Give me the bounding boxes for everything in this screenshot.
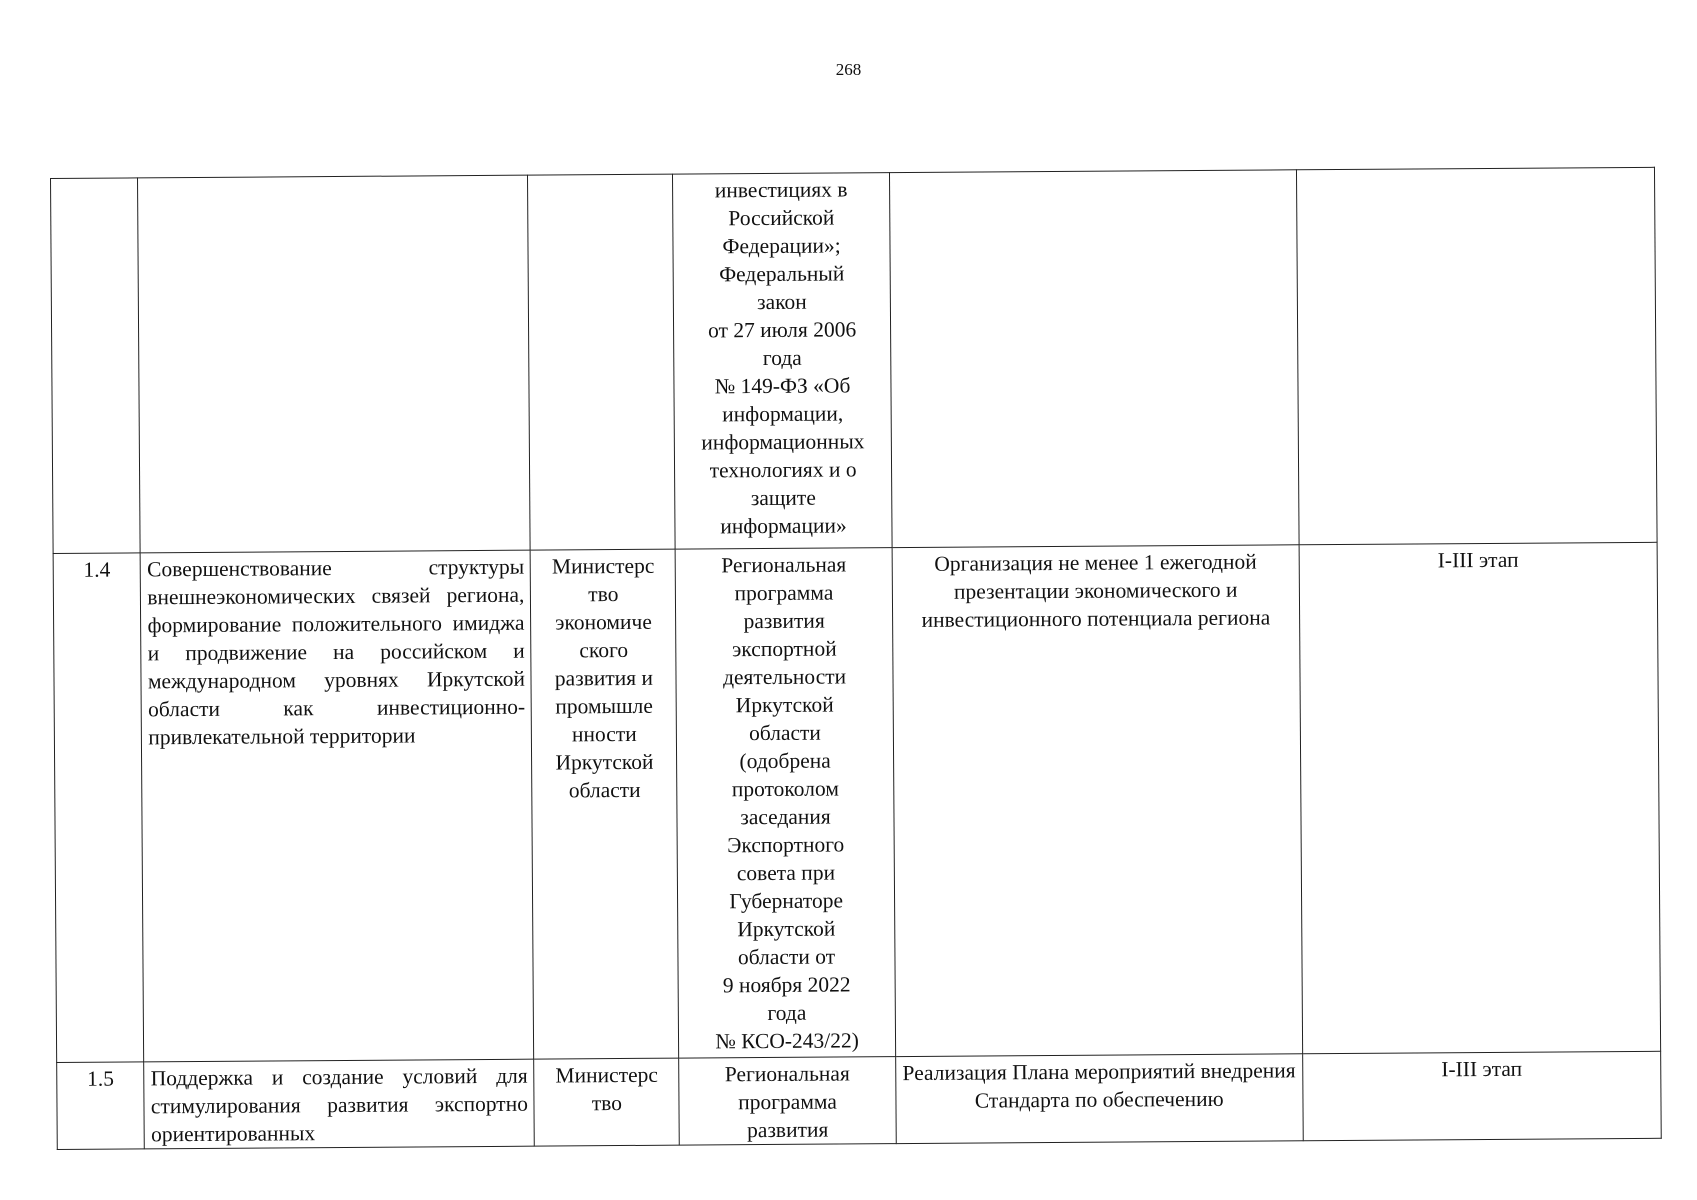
cell-number (57, 1062, 145, 1150)
cell-executor-text: Министерс тво (555, 1062, 658, 1116)
table-row-1-5 (57, 1051, 1662, 1149)
cell-action: Совершенствование структуры внешнеэкономических связей региона, формирование положительного имиджа и продвижение на российском и международном уровнях Иркутской области как инвестиционно-привлекательной территории (141, 550, 535, 1062)
cell-action (138, 175, 531, 553)
cell-result: Организация не менее 1 ежегодной презентации экономического и инвестиционного потенциала региона (892, 545, 1303, 1057)
cell-number: 1.4 (53, 553, 144, 1063)
cell-executor: Министерс тво экономиче ского развития и промышле нности Иркутской области (531, 549, 679, 1059)
cell-result-text: Реализация Плана мероприятий внедрения Стандарта по обеспечению (902, 1058, 1296, 1113)
cell-executor (534, 1058, 680, 1146)
cell-number (51, 178, 141, 554)
table-row-continuation (51, 167, 1658, 553)
cell-basis (679, 1057, 896, 1146)
cell-result (889, 170, 1299, 548)
cell-number-text: 1.5 (86, 1066, 114, 1091)
cell-stage (1296, 167, 1657, 544)
cell-basis: инвестициях в Российской Федерации»; Федеральный закон от 27 июля 2006 года № 149-ФЗ «Об информации, информационных технологиях и о защите информации» (673, 173, 892, 550)
cell-basis-text: Региональная программа развития (724, 1061, 850, 1143)
cell-action-text: Поддержка и создание условий для стимулирования развития экспортно ориентированных (150, 1063, 529, 1147)
cell-stage: I-III этап (1299, 542, 1661, 1053)
cell-executor (528, 174, 676, 550)
table-row-1-4 (53, 542, 1661, 1062)
cell-action (144, 1059, 535, 1149)
cell-stage-text: I-III этап (1441, 1056, 1523, 1082)
measures-table (50, 167, 1662, 1150)
cell-basis: Региональная программа развития экспортной деятельности Иркутской области (одобрена протоколом заседания Экспортного совета при Губернаторе Иркутской области от 9 ноября 2022 года № КСО-243/22) (675, 548, 895, 1058)
cell-stage (1303, 1051, 1662, 1140)
page-number: 268 (835, 60, 862, 79)
cell-result (895, 1054, 1303, 1144)
